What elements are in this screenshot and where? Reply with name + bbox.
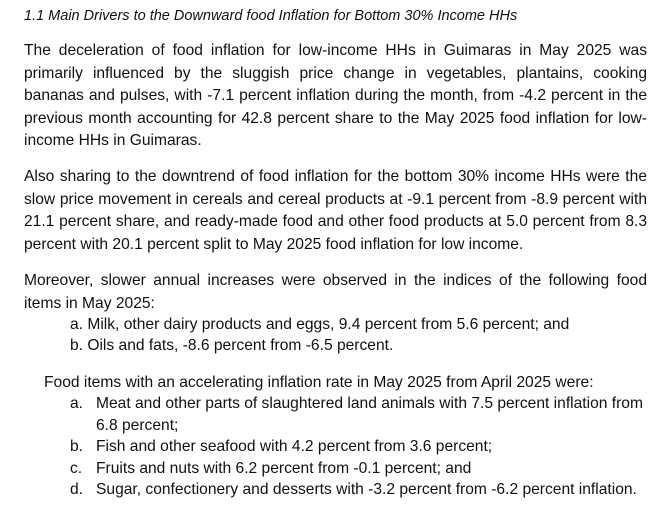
- paragraph-slower-increases: Moreover, slower annual increases were observed in the indices of the following food items in May 2025:: [24, 272, 647, 312]
- list-marker: a.: [70, 395, 84, 412]
- list-item: [70, 436, 650, 458]
- list-item: b. Oils and fats, -8.6 percent from -6.5 percent.: [70, 336, 394, 354]
- paragraph-other-contributors: Also sharing to the downtrend of food inflation for the bottom 30% income HHs were the slow price movement in cereals and cereal products at -9.1 percent from -8.9 percent with 21.1 percent share, and ready-made food and other food products at 5.0 percent from 8.3 percent with 20.1 percent split to May 2025 food inflation for low income.: [24, 168, 647, 253]
- list-item-text: Sugar, confectionery and desserts with -3.2 percent from -6.2 percent inflation.: [96, 481, 637, 498]
- list-item: [70, 479, 650, 501]
- list-item: [70, 458, 650, 480]
- list-item: [70, 393, 650, 436]
- slower-items-list: [70, 315, 569, 356]
- list-marker: c.: [70, 459, 83, 477]
- paragraph-bottom30-main-driver: The deceleration of food inflation for low-income HHs in Guimaras in May 2025 was primarily influenced by the sluggish price change in vegetables, plantains, cooking bananas and pulses, with -7.1 percent inflation during the month, from -4.2 percent in the previous month accounting for 42.8 percent share to the May 2025 food inflation for low-income HHs in Guimaras.: [24, 42, 647, 149]
- list-item-text: Fruits and nuts with 6.2 percent from -0.1 percent; and: [96, 459, 472, 477]
- accelerating-items-list: [70, 393, 650, 501]
- list-item-text: Fish and other seafood with 4.2 percent from 3.6 percent;: [96, 438, 493, 455]
- list-item-text: Meat and other parts of slaughtered land animals with 7.5 percent inflation from 6.8 percent;: [96, 395, 643, 434]
- list-marker: b.: [70, 438, 84, 455]
- list-item: a. Milk, other dairy products and eggs, 9.4 percent from 5.6 percent; and: [70, 316, 570, 333]
- list-marker: d.: [70, 481, 84, 498]
- accelerating-items-lead: Food items with an accelerating inflation rate in May 2025 from April 2025 were:: [44, 374, 594, 391]
- section-heading: 1.1 Main Drivers to the Downward food Inflation for Bottom 30% Income HHs: [24, 8, 518, 24]
